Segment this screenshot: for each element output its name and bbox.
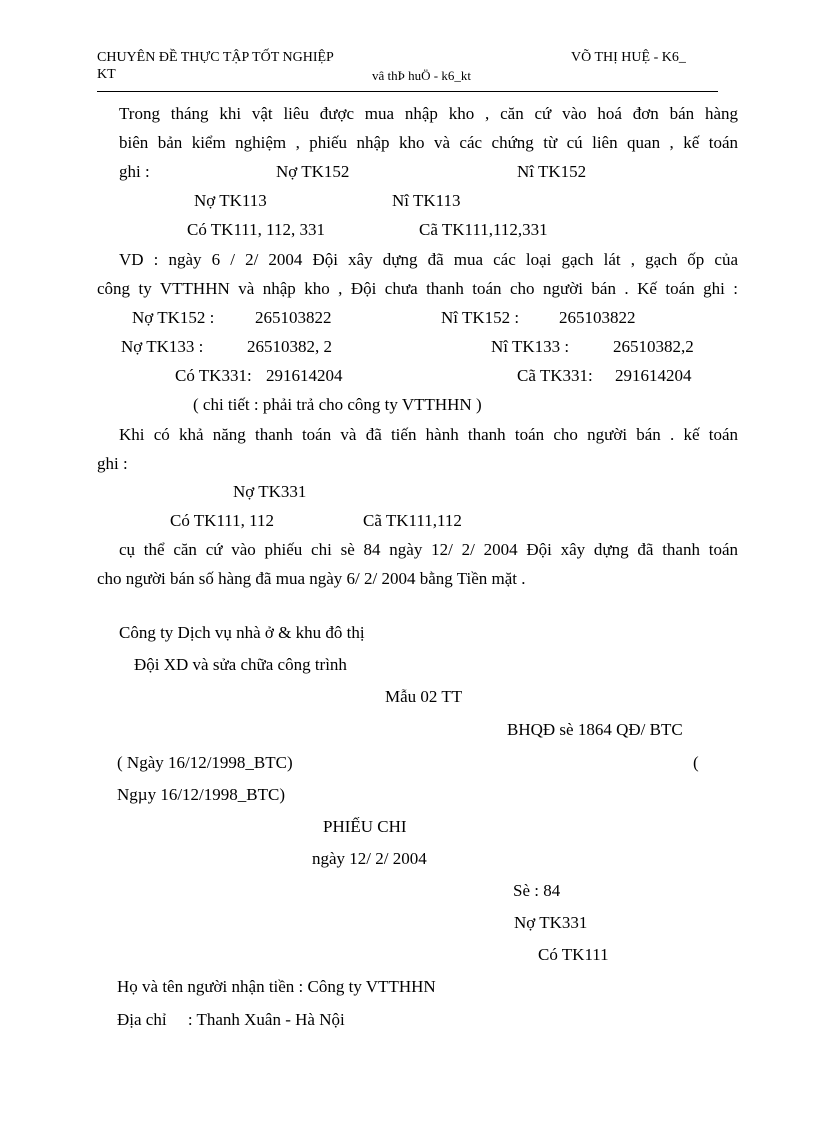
detail-note: ( chi tiết : phải trả cho công ty VTTHHN ): [193, 395, 482, 414]
decision-ref: BHQĐ sè 1864 QĐ/ BTC: [507, 720, 683, 739]
entry-credit-garbled: Cã TK111,112: [363, 511, 462, 530]
entry-debit: Nợ TK331: [233, 482, 307, 501]
entry-amount: 265103822: [559, 308, 636, 327]
entry-debit-garbled: Nî TK113: [392, 191, 461, 210]
header-title: CHUYÊN ĐỀ THỰC TẬP TỐT NGHIỆP: [97, 50, 334, 65]
date-ref-garbled: Ngµy 16/12/1998_BTC): [117, 785, 285, 804]
paragraph-line: Khi có khả năng thanh toán và đã tiến hành thanh toán cho người bán . kế toán: [119, 425, 738, 444]
entry-amount: 26510382,2: [613, 337, 694, 356]
entry-label: Nợ TK133 :: [121, 337, 204, 356]
voucher-number: Sè : 84: [513, 881, 561, 900]
date-ref-paren: (: [693, 753, 699, 772]
entry-label: Có TK331:: [175, 366, 252, 385]
entry-credit: Có TK111, 112, 331: [187, 220, 326, 239]
team-name: Đội XD và sửa chữa công trình: [134, 655, 347, 674]
entry-credit-garbled: Cã TK111,112,331: [419, 220, 548, 239]
company-name: Công ty Dịch vụ nhà ở & khu đô thị: [119, 623, 365, 642]
entry-amount: 265103822: [255, 308, 332, 327]
paragraph-line: cụ thể căn cứ vào phiếu chi sè 84 ngày 12/ 2/ 2004 Đội xây dựng đã thanh toán: [119, 540, 738, 559]
entry-amount: 26510382, 2: [247, 337, 332, 356]
header-author: VÕ THỊ HUỆ - K6_: [571, 50, 686, 65]
entry-label: Nî TK152 :: [441, 308, 520, 327]
voucher-credit: Có TK111: [538, 945, 609, 964]
entry-debit: Nợ TK152: [276, 162, 350, 181]
entry-label: Nợ TK152 :: [132, 308, 215, 327]
paragraph-line: ghi :: [97, 454, 128, 473]
voucher-title: PHIẾU CHI: [323, 817, 407, 836]
paragraph-line: biên bản kiểm nghiệm , phiếu nhập kho và các chứng từ cú liên quan , kế toán: [119, 133, 738, 152]
entry-amount: 291614204: [266, 366, 343, 385]
voucher-date: ngày 12/ 2/ 2004: [312, 849, 427, 868]
entry-label: Cã TK331:: [517, 366, 593, 385]
date-ref: ( Ngày 16/12/1998_BTC): [117, 753, 293, 772]
entry-label: Nî TK133 :: [491, 337, 570, 356]
receiver-address: Địa chỉ : Thanh Xuân - Hà Nội: [117, 1010, 345, 1029]
paragraph-line: công ty VTTHHN và nhập kho , Đội chưa thanh toán cho người bán . Kế toán ghi :: [97, 279, 738, 298]
voucher-debit: Nợ TK331: [514, 913, 588, 932]
receiver-name: Họ và tên người nhận tiền : Công ty VTTHHN: [117, 977, 436, 996]
paragraph-line: VD : ngày 6 / 2/ 2004 Đội xây dựng đã mua các loại gạch lát , gạch ốp của: [119, 250, 738, 269]
form-number: Mẫu 02 TT: [385, 687, 463, 706]
header-author-garbled: vâ thÞ huÖ - k6_kt: [372, 68, 471, 83]
header-rule: [97, 91, 718, 92]
paragraph-line: ghi :: [119, 162, 150, 181]
header-title-cont: KT: [97, 67, 116, 82]
entry-debit-garbled: Nî TK152: [517, 162, 587, 181]
paragraph-line: cho người bán số hàng đã mua ngày 6/ 2/ 2004 bằng Tiền mặt .: [97, 569, 526, 588]
entry-amount: 291614204: [615, 366, 692, 385]
entry-debit: Nợ TK113: [194, 191, 267, 210]
entry-credit: Có TK111, 112: [170, 511, 275, 530]
paragraph-line: Trong tháng khi vật liêu được mua nhập kho , căn cứ vào hoá đơn bán hàng: [119, 104, 738, 123]
